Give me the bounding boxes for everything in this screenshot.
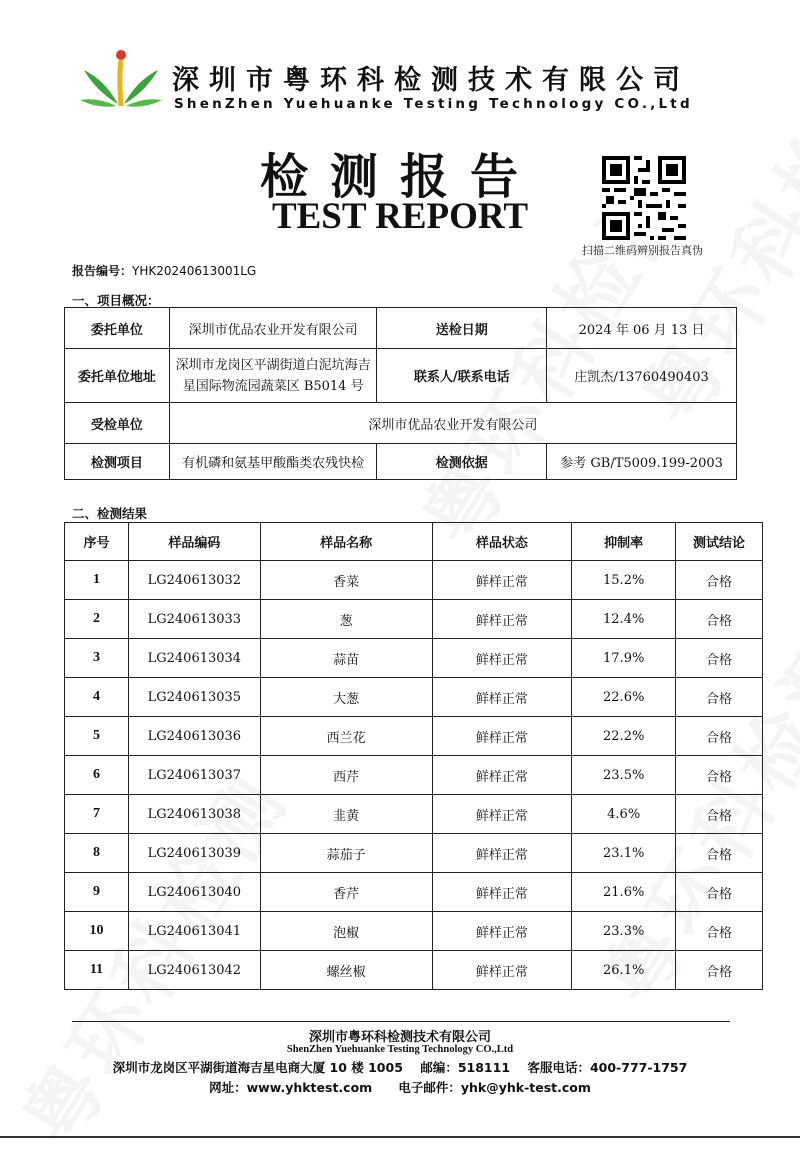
cell-conclusion: 合格 (676, 639, 763, 678)
cell-sample-state: 鲜样正常 (432, 912, 572, 951)
cell-sample-code: LG240613032 (128, 561, 260, 600)
table-row (65, 717, 763, 756)
footer-address: 深圳市龙岗区平湖街道海吉星电商大厦 10 楼 1005 (112, 1060, 403, 1075)
cell-conclusion: 合格 (676, 600, 763, 639)
table-row (65, 912, 763, 951)
cell-sample-state: 鲜样正常 (432, 756, 572, 795)
cell-inhibition-rate: 17.9% (572, 639, 676, 678)
cell-inhibition-rate: 15.2% (572, 561, 676, 600)
cell-conclusion: 合格 (676, 873, 763, 912)
cell-sample-state: 鲜样正常 (432, 561, 572, 600)
col-state-header: 样品状态 (432, 523, 572, 561)
company-name-en: ShenZhen Yuehuanke Testing Technology CO.,Ltd (174, 96, 693, 112)
cell-seq: 9 (65, 873, 129, 912)
cell-sample-name: 西兰花 (260, 717, 432, 756)
cell-sample-name: 香菜 (260, 561, 432, 600)
cell-sample-code: LG240613039 (128, 834, 260, 873)
cell-seq: 11 (65, 951, 129, 990)
cell-inhibition-rate: 21.6% (572, 873, 676, 912)
cell-conclusion: 合格 (676, 756, 763, 795)
cell-sample-code: LG240613037 (128, 756, 260, 795)
cell-seq: 3 (65, 639, 129, 678)
footer-website-label: 网址： (209, 1080, 247, 1095)
project-info-table (64, 307, 737, 480)
cell-inhibition-rate: 26.1% (572, 951, 676, 990)
footer-company-en: ShenZhen Yuehuanke Testing Technology CO.,Ltd (286, 1044, 514, 1055)
cell-seq: 2 (65, 600, 129, 639)
cell-sample-state: 鲜样正常 (432, 873, 572, 912)
cell-sample-state: 鲜样正常 (432, 678, 572, 717)
cell-sample-name: 韭黄 (260, 795, 432, 834)
contact-value: 庄凯杰/13760490403 (547, 349, 737, 403)
col-seq-header: 序号 (65, 523, 129, 561)
cell-inhibition-rate: 23.3% (572, 912, 676, 951)
company-header (78, 40, 738, 122)
cell-inhibition-rate: 23.1% (572, 834, 676, 873)
col-code-header: 样品编码 (128, 523, 260, 561)
cell-conclusion: 合格 (676, 561, 763, 600)
col-rate-header: 抑制率 (572, 523, 676, 561)
cell-sample-name: 香芹 (260, 873, 432, 912)
page-bottom-border (0, 1136, 800, 1138)
cell-sample-name: 大葱 (260, 678, 432, 717)
cell-sample-name: 蒜茄子 (260, 834, 432, 873)
cell-conclusion: 合格 (676, 795, 763, 834)
cell-sample-state: 鲜样正常 (432, 717, 572, 756)
cell-sample-state: 鲜样正常 (432, 834, 572, 873)
client-label: 委托单位 (65, 308, 170, 349)
cell-conclusion: 合格 (676, 834, 763, 873)
test-item-value: 有机磷和氨基甲酸酯类农残快检 (169, 444, 377, 480)
footer-email-label: 电子邮件： (398, 1080, 461, 1095)
cell-sample-code: LG240613034 (128, 639, 260, 678)
cell-conclusion: 合格 (676, 717, 763, 756)
cell-sample-name: 葱 (260, 600, 432, 639)
address-label: 委托单位地址 (65, 349, 170, 403)
test-basis-value: 参考 GB/T5009.199-2003 (547, 444, 737, 480)
table-row (65, 561, 763, 600)
section-test-results: 二、检测结果 (72, 506, 148, 521)
date-value: 2024 年 06 月 13 日 (547, 308, 737, 349)
table-row (65, 678, 763, 717)
client-value: 深圳市优品农业开发有限公司 (169, 308, 377, 349)
qr-caption: 扫描二维码辨别报告真伪 (582, 244, 703, 257)
cell-inhibition-rate: 23.5% (572, 756, 676, 795)
report-number-label: 报告编号： (72, 264, 133, 278)
col-name-header: 样品名称 (260, 523, 432, 561)
footer-email-link[interactable]: yhk@yhk-test.com (460, 1080, 591, 1095)
inspected-unit-value: 深圳市优品农业开发有限公司 (169, 403, 736, 444)
cell-sample-state: 鲜样正常 (432, 795, 572, 834)
cell-sample-code: LG240613041 (128, 912, 260, 951)
company-logo-icon (78, 46, 164, 112)
table-row (65, 951, 763, 990)
cell-sample-state: 鲜样正常 (432, 951, 572, 990)
test-item-label: 检测项目 (65, 444, 170, 480)
cell-sample-code: LG240613033 (128, 600, 260, 639)
test-basis-label: 检测依据 (377, 444, 547, 480)
table-row (65, 795, 763, 834)
footer-postcode: 518111 (457, 1060, 511, 1075)
cell-conclusion: 合格 (676, 912, 763, 951)
cell-conclusion: 合格 (676, 951, 763, 990)
cell-sample-state: 鲜样正常 (432, 639, 572, 678)
table-row (65, 600, 763, 639)
cell-sample-name: 螺丝椒 (260, 951, 432, 990)
company-name-cn: 深圳市粤环科检测技术有限公司 (172, 65, 690, 96)
cell-inhibition-rate: 4.6% (572, 795, 676, 834)
footer-web-line (0, 1078, 800, 1096)
section-project-overview: 一、项目概况： (72, 293, 160, 308)
cell-inhibition-rate: 22.6% (572, 678, 676, 717)
cell-conclusion: 合格 (676, 678, 763, 717)
footer-website-link[interactable]: www.yhktest.com (246, 1080, 373, 1095)
results-table (64, 522, 763, 990)
address-value: 深圳市龙岗区平湖街道白泥坑海吉星国际物流园蔬菜区 B5014 号 (169, 349, 377, 403)
cell-seq: 10 (65, 912, 129, 951)
contact-label: 联系人/联系电话 (377, 349, 547, 403)
footer-postcode-label: 邮编： (420, 1060, 458, 1075)
report-title-en: TEST REPORT (271, 196, 529, 237)
report-number (72, 262, 256, 279)
footer-hotline: 400-777-1757 (589, 1060, 688, 1075)
cell-seq: 1 (65, 561, 129, 600)
report-title-cn: 检测报告 (259, 149, 540, 205)
footer-contact-line (0, 1058, 800, 1076)
cell-sample-code: LG240613035 (128, 678, 260, 717)
cell-sample-code: LG240613042 (128, 951, 260, 990)
cell-seq: 7 (65, 795, 129, 834)
cell-seq: 8 (65, 834, 129, 873)
table-row (65, 756, 763, 795)
cell-sample-name: 泡椒 (260, 912, 432, 951)
qr-code-icon (602, 156, 686, 240)
cell-seq: 5 (65, 717, 129, 756)
table-row (65, 639, 763, 678)
footer-divider (72, 1021, 730, 1022)
cell-sample-name: 蒜苗 (260, 639, 432, 678)
report-number-value: YHK20240613001LG (132, 264, 257, 278)
cell-seq: 6 (65, 756, 129, 795)
footer-hotline-label: 客服电话： (527, 1060, 590, 1075)
cell-sample-code: LG240613038 (128, 795, 260, 834)
inspected-unit-label: 受检单位 (65, 403, 170, 444)
footer-company-cn: 深圳市粤环科检测技术有限公司 (308, 1030, 491, 1045)
cell-seq: 4 (65, 678, 129, 717)
cell-sample-name: 西芹 (260, 756, 432, 795)
cell-sample-code: LG240613036 (128, 717, 260, 756)
cell-sample-code: LG240613040 (128, 873, 260, 912)
table-row (65, 873, 763, 912)
col-result-header: 测试结论 (676, 523, 763, 561)
date-label: 送检日期 (377, 308, 547, 349)
cell-inhibition-rate: 12.4% (572, 600, 676, 639)
table-row (65, 834, 763, 873)
cell-inhibition-rate: 22.2% (572, 717, 676, 756)
cell-sample-state: 鲜样正常 (432, 600, 572, 639)
